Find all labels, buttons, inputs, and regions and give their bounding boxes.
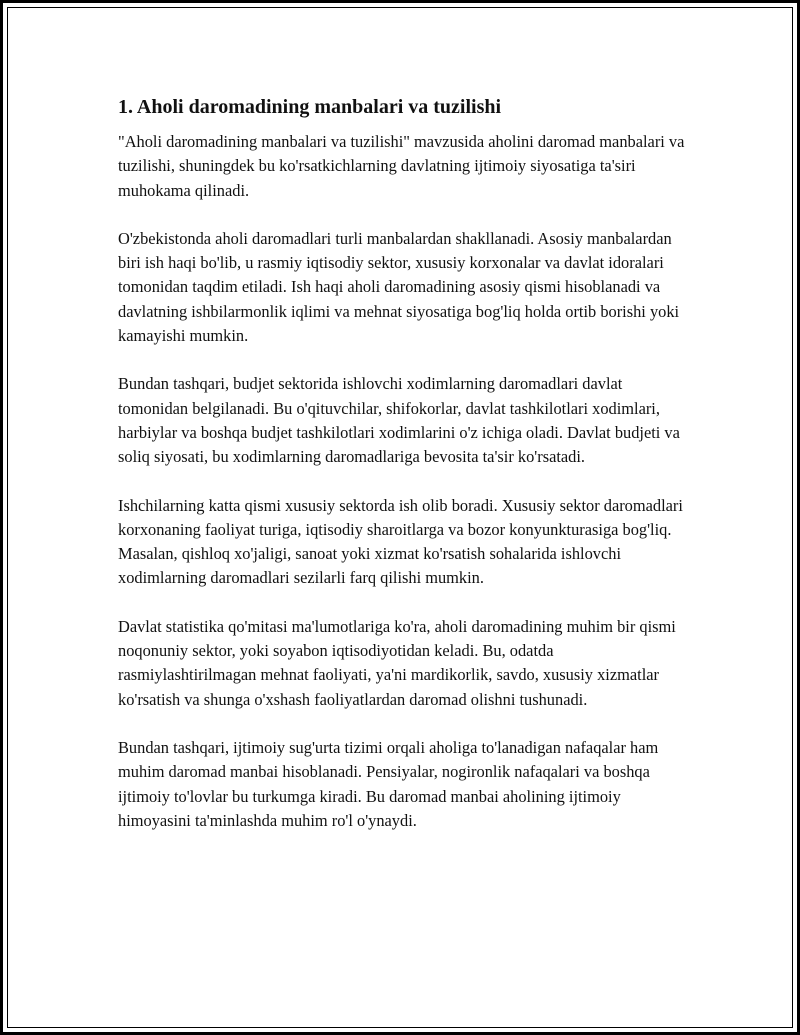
- paragraph-budget-sector: Bundan tashqari, budjet sektorida ishlovchi xodimlarning daromadlari davlat tomonidan belgilanadi. Bu o'qituvchilar, shifokorlar, davlat tashkilotlari xodimlari, harbiylar va boshqa budjet tashkilotlari xodimlarini o'z ichiga oladi. Davlat budjeti va soliq siyosati, bu xodimlarning daromadlariga bevosita ta'sir ko'rsatadi.: [118, 374, 680, 467]
- section-heading: 1. Aholi daromadining manbalari va tuzilishi: [118, 96, 502, 118]
- paragraph-informal-sector: Davlat statistika qo'mitasi ma'lumotlariga ko'ra, aholi daromadining muhim bir qismi noqonuniy sektor, yoki soyabon iqtisodiyotidan keladi. Bu, odatda rasmiylashtirilmagan mehnat faoliyati, ya'ni mardikorlik, savdo, xususiy xizmatlar ko'rsatish va shunga o'xshash faoliyatlardan daromad olishni tushunadi.: [118, 616, 676, 709]
- paragraph-wage-sources: O'zbekistonda aholi daromadlari turli manbalardan shakllanadi. Asosiy manbalardan biri ish haqi bo'lib, u rasmiy iqtisodiy sektor, xususiy korxonalar va davlat idoralari tomonidan taqdim etiladi. Ish haqi aholi daromadining asosiy qismi hisoblanadi va davlatning ishbilarmonlik iqlimi va mehnat siyosatiga bog'liq holda ortib borishi yoki kamayishi mumkin.: [118, 228, 680, 346]
- document-body: [118, 94, 693, 857]
- paragraph-intro: "Aholi daromadining manbalari va tuzilishi" mavzusida aholini daromad manbalari va tuzilishi, shuningdek bu ko'rsatkichlarning davlatning ijtimoiy siyosatiga ta'siri muhokama qilinadi.: [118, 132, 685, 200]
- paragraph-social-insurance: Bundan tashqari, ijtimoiy sug'urta tizimi orqali aholiga to'lanadigan nafaqalar ham muhim daromad manbai hisoblanadi. Pensiyalar, nogironlik nafaqalari va boshqa ijtimoiy to'lovlar bu turkumga kiradi. Bu daromad manbai aholining ijtimoiy himoyasini ta'minlashda muhim ro'l o'ynaydi.: [118, 737, 659, 830]
- paragraph-private-sector: Ishchilarning katta qismi xususiy sektorda ish olib boradi. Xususiy sektor daromadlari korxonaning faoliyat turiga, iqtisodiy sharoitlarga va bozor konyunkturasiga bog'liq. Masalan, qishloq xo'jaligi, sanoat yoki xizmat ko'rsatish sohalarida ishlovchi xodimlarning daromadlari sezilarli farq qilishi mumkin.: [118, 495, 683, 588]
